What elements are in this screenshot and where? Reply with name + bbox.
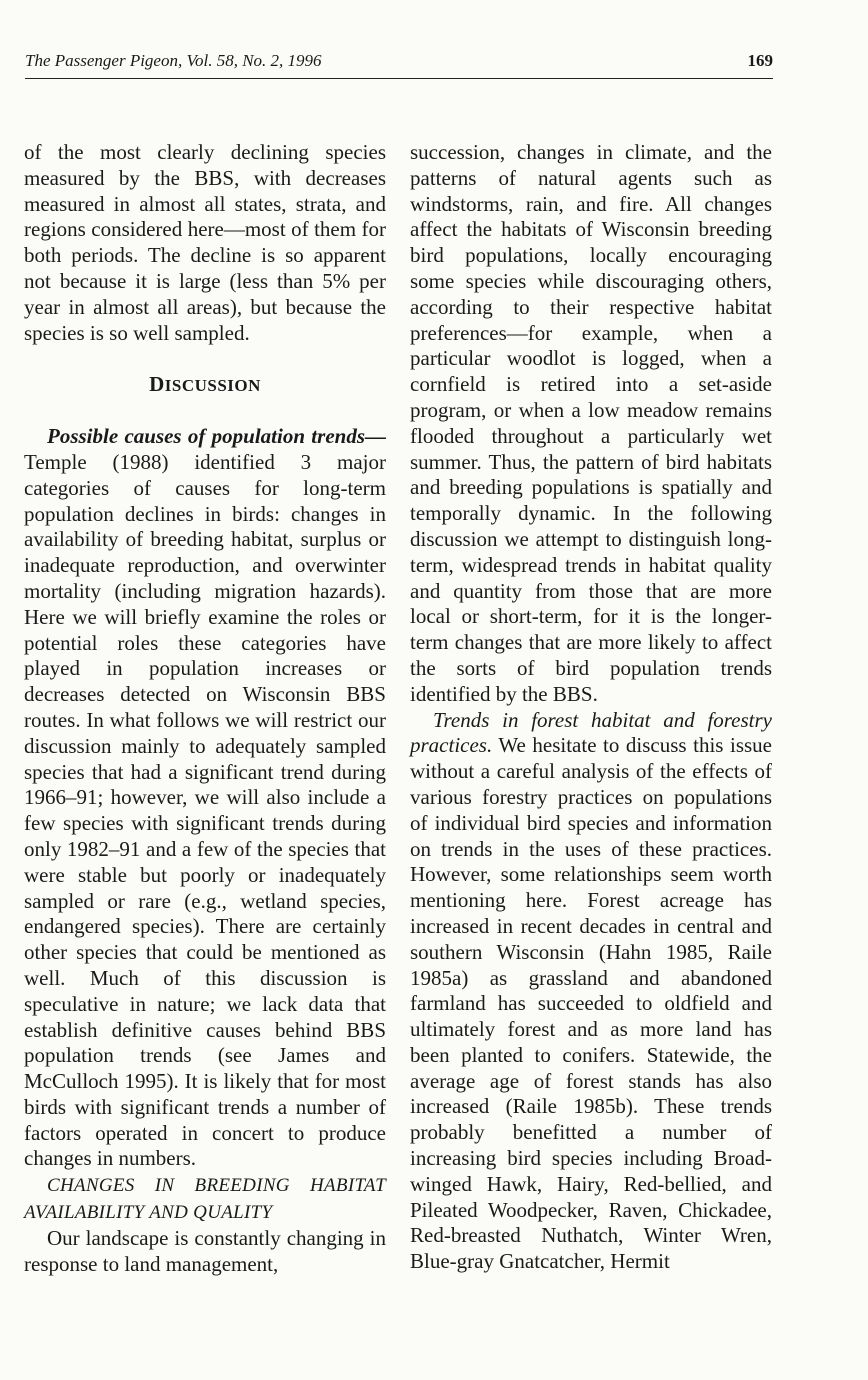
paragraph-succession: succession, changes in climate, and the patterns of natural agents such as windstorms, rain, and fire. All changes affect the habitats of Wisconsin breeding bird populations, locally encouraging some species while discouraging others, according to their respective habitat preferences—for example, when a particular woodlot is logged, when a cornfield is retired into a set-aside program, or when a low meadow remains flooded throughout a particularly wet summer. Thus, the pattern of bird habitats and breeding populations is spatially and temporally dynamic. In the following discussion we attempt to distinguish long-term, widespread trends in habitat quality and quantity from those that are more local or short-term, for it is the longer-term changes that are more likely to affect the sorts of bird population trends identified by the BBS. — [410, 140, 772, 706]
journal-citation: The Passenger Pigeon, Vol. 58, No. 2, 1996 — [25, 51, 322, 70]
paragraph-forest-trends — [410, 708, 772, 1276]
paragraph-landscape: Our landscape is constantly changing in response to land management, — [24, 1225, 386, 1276]
paragraph-continued: of the most clearly declining species measured by the BBS, with decreases measured in almost all states, strata, and regions considered here—most of them for both periods. The decline is so apparent not because it is large (less than 5% per year in almost all areas), but because the species is so well sampled. — [24, 140, 386, 345]
paragraph-body: We hesitate to discuss this issue without a careful analysis of the effects of various forestry practices on populations of individual bird species and information on trends in the uses of these practices. However, some relationships seem worth mentioning here. Forest acreage has increased in recent decades in central and southern Wisconsin (Hahn 1985, Raile 1985a) as grassland and abandoned farmland has succeeded to oldfield and ultimately forest and as more land has been planted to conifers. Statewide, the average age of forest stands has also increased (Raile 1985b). These trends probably benefitted a number of increasing bird species including Broad-winged Hawk, Hairy, Red-bellied, and Pileated Woodpecker, Raven, Chickadee, Red-breasted Nuthatch, Winter Wren, Blue-gray Gnatcatcher, Hermit — [410, 733, 772, 1274]
left-column — [24, 140, 386, 1277]
run-in-heading: Possible causes of population trends— — [47, 424, 386, 449]
run-in-heading: Trends in forest habitat and forestry practices. — [410, 707, 772, 758]
section-heading: DISCUSSION — [149, 372, 261, 397]
paragraph-body: Temple (1988) identified 3 major categories of causes for long-term population declines in birds: changes in availability of breeding habitat, surplus or inadequate reproduction, and overwinter mortality (including migration hazards). Here we will briefly examine the roles or potential roles these categories have played in population increases or decreases detected on Wisconsin BBS routes. In what follows we will restrict our discussion mainly to adequately sampled species that had a significant trend during 1966–91; however, we will also include a few species with significant trends during only 1982–91 and a few of the species that were stable but poorly or inadequately sampled or rare (e.g., wetland species, endangered species). There are certainly other species that could be mentioned as well. Much of this discussion is speculative in nature; we lack data that establish definitive causes behind BBS population trends (see James and McCulloch 1995). It is likely that for most birds with significant trends a number of factors operated in concert to produce changes in numbers. — [24, 449, 386, 1171]
right-column — [410, 140, 772, 1275]
header-rule — [25, 78, 773, 79]
subheading-breeding-habitat: CHANGES IN BREEDING HABITAT AVAILABILITY AND QUALITY — [24, 1175, 386, 1224]
paragraph-possible-causes — [24, 424, 386, 1172]
page-number: 169 — [747, 51, 773, 70]
running-header — [25, 50, 773, 72]
